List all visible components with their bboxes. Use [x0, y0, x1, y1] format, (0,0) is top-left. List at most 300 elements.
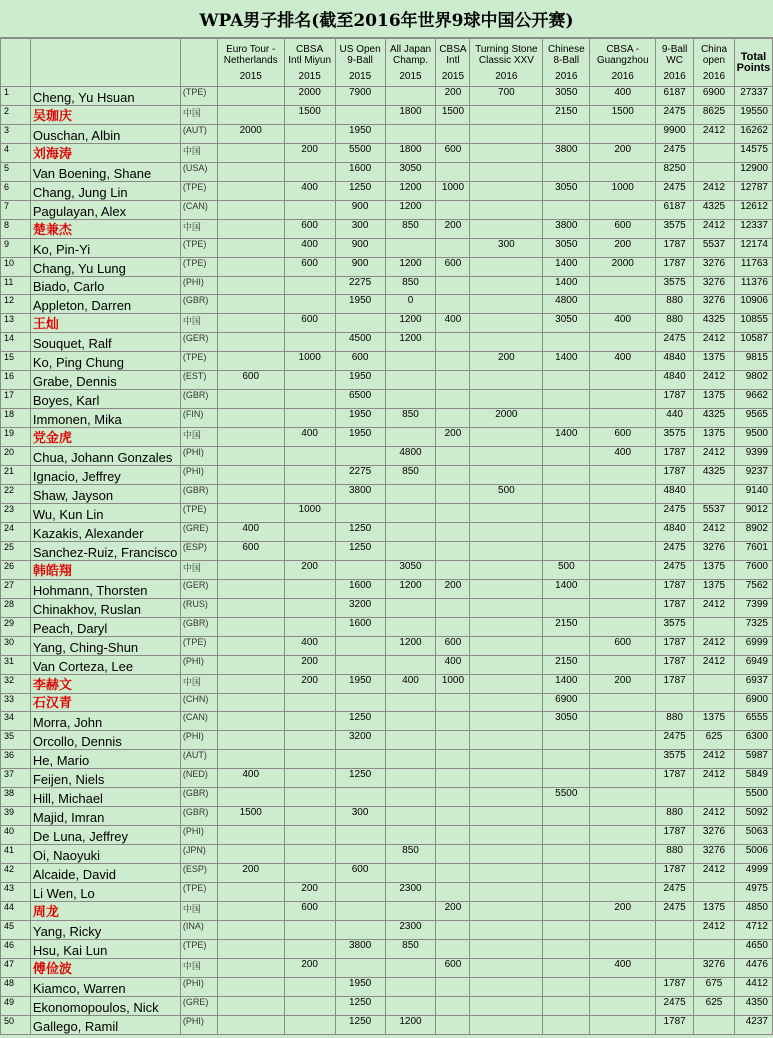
- points-cell: [217, 788, 284, 807]
- points-cell: 6187: [656, 87, 694, 106]
- points-cell: [543, 769, 590, 788]
- points-cell: 3575: [656, 219, 694, 238]
- points-cell: 600: [436, 958, 470, 977]
- points-cell: 880: [656, 314, 694, 333]
- country-cell: (PHI): [180, 447, 217, 466]
- points-cell: [543, 845, 590, 864]
- points-cell: 300: [335, 807, 385, 826]
- points-cell: [470, 219, 543, 238]
- country-cell: (PHI): [180, 655, 217, 674]
- rank-cell: 32: [1, 674, 31, 693]
- player-name: 李赫文: [30, 674, 180, 693]
- total-points-cell: 10906: [734, 295, 772, 314]
- points-cell: [385, 390, 436, 409]
- points-cell: [436, 295, 470, 314]
- points-cell: 300: [335, 219, 385, 238]
- points-cell: 850: [385, 276, 436, 295]
- table-row: [1, 219, 773, 238]
- player-name: Kazakis, Alexander: [30, 522, 180, 541]
- points-cell: [217, 712, 284, 731]
- rank-cell: 24: [1, 522, 31, 541]
- table-row: [1, 503, 773, 522]
- points-cell: 1200: [385, 636, 436, 655]
- points-cell: 400: [284, 238, 335, 257]
- points-cell: [590, 295, 656, 314]
- table-row: [1, 807, 773, 826]
- points-cell: 1787: [656, 655, 694, 674]
- player-name: Feijen, Niels: [30, 769, 180, 788]
- points-cell: [217, 655, 284, 674]
- points-cell: [335, 447, 385, 466]
- points-cell: 7900: [335, 87, 385, 106]
- points-cell: [543, 200, 590, 219]
- country-cell: (PHI): [180, 826, 217, 845]
- points-cell: [436, 996, 470, 1015]
- points-cell: [284, 807, 335, 826]
- points-cell: [217, 901, 284, 920]
- points-cell: [590, 333, 656, 352]
- table-row: [1, 655, 773, 674]
- points-cell: 9900: [656, 124, 694, 143]
- points-cell: 600: [284, 257, 335, 276]
- table-row: [1, 428, 773, 447]
- points-cell: 200: [284, 560, 335, 579]
- points-cell: [436, 920, 470, 939]
- points-cell: 4325: [694, 314, 735, 333]
- points-cell: [470, 977, 543, 996]
- points-cell: [335, 105, 385, 124]
- table-row: [1, 522, 773, 541]
- points-cell: [470, 883, 543, 902]
- points-cell: [470, 503, 543, 522]
- points-cell: [590, 503, 656, 522]
- points-cell: 1800: [385, 105, 436, 124]
- total-points-cell: 9140: [734, 485, 772, 504]
- player-name: Cheng, Yu Hsuan: [30, 87, 180, 106]
- total-points-cell: 6300: [734, 731, 772, 750]
- points-cell: [284, 276, 335, 295]
- points-cell: 3050: [543, 238, 590, 257]
- country-cell: 中国: [180, 958, 217, 977]
- rank-cell: 17: [1, 390, 31, 409]
- points-cell: 400: [217, 769, 284, 788]
- points-cell: [385, 428, 436, 447]
- country-cell: (TPE): [180, 87, 217, 106]
- points-cell: [470, 769, 543, 788]
- points-cell: [543, 996, 590, 1015]
- points-cell: [217, 105, 284, 124]
- total-points-cell: 6555: [734, 712, 772, 731]
- player-name: 党金虎: [30, 428, 180, 447]
- points-cell: 200: [284, 143, 335, 162]
- points-cell: 400: [385, 674, 436, 693]
- table-row: [1, 674, 773, 693]
- points-cell: 1375: [694, 579, 735, 598]
- points-cell: [590, 522, 656, 541]
- points-cell: 400: [436, 655, 470, 674]
- points-cell: 2412: [694, 636, 735, 655]
- points-cell: [284, 162, 335, 181]
- points-cell: [217, 883, 284, 902]
- country-cell: (JPN): [180, 845, 217, 864]
- points-cell: [543, 333, 590, 352]
- points-cell: [590, 693, 656, 712]
- points-cell: [590, 883, 656, 902]
- points-cell: 1375: [694, 560, 735, 579]
- country-cell: (TPE): [180, 636, 217, 655]
- event-header-l2: WC: [666, 54, 683, 66]
- table-row: [1, 409, 773, 428]
- points-cell: [470, 712, 543, 731]
- points-cell: [470, 295, 543, 314]
- points-cell: 3200: [335, 598, 385, 617]
- rank-cell: 35: [1, 731, 31, 750]
- country-cell: (GRE): [180, 996, 217, 1015]
- total-points-cell: 12174: [734, 238, 772, 257]
- points-cell: [470, 428, 543, 447]
- points-cell: 5537: [694, 503, 735, 522]
- points-cell: 5500: [335, 143, 385, 162]
- points-cell: 1787: [656, 1015, 694, 1034]
- points-cell: [284, 485, 335, 504]
- player-name: Pagulayan, Alex: [30, 200, 180, 219]
- total-points-cell: 9237: [734, 466, 772, 485]
- points-cell: 900: [335, 238, 385, 257]
- total-points-cell: 6900: [734, 693, 772, 712]
- total-points-cell: 4975: [734, 883, 772, 902]
- table-row: [1, 390, 773, 409]
- event-header-yr: 2016: [611, 70, 634, 82]
- points-cell: [385, 788, 436, 807]
- points-cell: [217, 219, 284, 238]
- total-points-cell: 27337: [734, 87, 772, 106]
- country-cell: (TPE): [180, 352, 217, 371]
- points-cell: [284, 295, 335, 314]
- total-points-cell: 7601: [734, 541, 772, 560]
- points-cell: [470, 579, 543, 598]
- player-name: He, Mario: [30, 750, 180, 769]
- points-cell: 1400: [543, 276, 590, 295]
- total-points-cell: 16262: [734, 124, 772, 143]
- total-points-cell: 5987: [734, 750, 772, 769]
- points-cell: [470, 996, 543, 1015]
- points-cell: 1400: [543, 257, 590, 276]
- points-cell: [470, 124, 543, 143]
- points-cell: 1250: [335, 1015, 385, 1034]
- points-cell: [590, 655, 656, 674]
- rank-cell: 1: [1, 87, 31, 106]
- points-cell: [590, 826, 656, 845]
- points-cell: [217, 447, 284, 466]
- points-cell: 200: [590, 143, 656, 162]
- points-cell: [470, 276, 543, 295]
- points-cell: 3800: [335, 485, 385, 504]
- points-cell: 2475: [656, 105, 694, 124]
- total-points-cell: 4412: [734, 977, 772, 996]
- points-cell: 3050: [385, 162, 436, 181]
- total-points-cell: 12337: [734, 219, 772, 238]
- points-cell: 600: [217, 371, 284, 390]
- points-cell: [590, 845, 656, 864]
- points-cell: [543, 466, 590, 485]
- country-cell: 中国: [180, 105, 217, 124]
- total-points-cell: 5849: [734, 769, 772, 788]
- rank-cell: 27: [1, 579, 31, 598]
- country-cell: (TPE): [180, 939, 217, 958]
- points-cell: 3276: [694, 276, 735, 295]
- points-cell: [590, 276, 656, 295]
- rank-cell: 42: [1, 864, 31, 883]
- points-cell: 200: [436, 901, 470, 920]
- total-points-cell: 12900: [734, 162, 772, 181]
- player-name: 石汉青: [30, 693, 180, 712]
- points-cell: 2300: [385, 883, 436, 902]
- points-cell: [656, 939, 694, 958]
- points-cell: 600: [436, 257, 470, 276]
- points-cell: [284, 200, 335, 219]
- player-name: Li Wen, Lo: [30, 883, 180, 902]
- points-cell: 1787: [656, 864, 694, 883]
- country-cell: (GBR): [180, 295, 217, 314]
- points-cell: [335, 636, 385, 655]
- rank-cell: 6: [1, 181, 31, 200]
- table-row: [1, 447, 773, 466]
- points-cell: [470, 731, 543, 750]
- points-cell: [470, 162, 543, 181]
- player-name: Biado, Carlo: [30, 276, 180, 295]
- country-cell: (TPE): [180, 883, 217, 902]
- points-cell: [284, 769, 335, 788]
- points-cell: [284, 579, 335, 598]
- rank-cell: 33: [1, 693, 31, 712]
- event-header: [385, 39, 436, 87]
- event-header-l1: CBSA: [296, 43, 324, 55]
- points-cell: [217, 314, 284, 333]
- total-points-cell: 9565: [734, 409, 772, 428]
- points-cell: [217, 920, 284, 939]
- event-header-l1: 9-Ball: [661, 43, 688, 55]
- player-name: Van Corteza, Lee: [30, 655, 180, 674]
- event-header: [656, 39, 694, 87]
- total-points-cell: 5063: [734, 826, 772, 845]
- points-cell: [543, 883, 590, 902]
- total-points-header: [734, 39, 772, 87]
- points-cell: [543, 826, 590, 845]
- points-cell: 2412: [694, 181, 735, 200]
- points-cell: [217, 257, 284, 276]
- points-cell: 1375: [694, 428, 735, 447]
- event-header: [217, 39, 284, 87]
- points-cell: [694, 485, 735, 504]
- points-cell: 4840: [656, 522, 694, 541]
- event-header-yr: 2015: [348, 70, 372, 82]
- country-cell: (TPE): [180, 181, 217, 200]
- points-cell: [436, 807, 470, 826]
- player-name: Ekonomopoulos, Nick: [30, 996, 180, 1015]
- points-cell: 2412: [694, 750, 735, 769]
- event-header-l1: Chinese: [547, 43, 585, 55]
- points-cell: [284, 920, 335, 939]
- points-cell: 400: [590, 87, 656, 106]
- points-cell: [470, 143, 543, 162]
- table-row: [1, 371, 773, 390]
- points-cell: 200: [436, 428, 470, 447]
- points-cell: 6900: [543, 693, 590, 712]
- points-cell: 200: [590, 901, 656, 920]
- country-cell: (GER): [180, 333, 217, 352]
- player-name: 周龙: [30, 901, 180, 920]
- player-name: Morra, John: [30, 712, 180, 731]
- points-cell: [543, 503, 590, 522]
- points-cell: 1200: [385, 200, 436, 219]
- points-cell: 2412: [694, 864, 735, 883]
- points-cell: 1000: [284, 503, 335, 522]
- points-cell: [385, 352, 436, 371]
- points-cell: 1400: [543, 579, 590, 598]
- points-cell: 3050: [543, 87, 590, 106]
- points-cell: [543, 939, 590, 958]
- points-cell: 200: [217, 864, 284, 883]
- points-cell: [436, 750, 470, 769]
- country-cell: 中国: [180, 219, 217, 238]
- points-cell: 700: [470, 87, 543, 106]
- total-points-cell: 11763: [734, 257, 772, 276]
- event-header-l2: open: [702, 54, 726, 66]
- player-name: Majid, Imran: [30, 807, 180, 826]
- points-cell: [284, 1015, 335, 1034]
- player-name: Immonen, Mika: [30, 409, 180, 428]
- points-cell: 200: [436, 579, 470, 598]
- points-cell: 625: [694, 731, 735, 750]
- points-cell: 6500: [335, 390, 385, 409]
- rank-cell: 23: [1, 503, 31, 522]
- player-name: De Luna, Jeffrey: [30, 826, 180, 845]
- points-cell: 3050: [385, 560, 436, 579]
- points-cell: 880: [656, 295, 694, 314]
- points-cell: 1600: [335, 617, 385, 636]
- points-cell: 4840: [656, 485, 694, 504]
- points-cell: [590, 712, 656, 731]
- event-header-l2: Netherlands: [223, 54, 278, 66]
- points-cell: [470, 1015, 543, 1034]
- points-cell: [217, 390, 284, 409]
- rank-cell: 5: [1, 162, 31, 181]
- rank-cell: 13: [1, 314, 31, 333]
- country-cell: (ESP): [180, 864, 217, 883]
- player-name: Shaw, Jayson: [30, 485, 180, 504]
- points-cell: [543, 807, 590, 826]
- rank-cell: 15: [1, 352, 31, 371]
- points-cell: [436, 541, 470, 560]
- points-cell: 1787: [656, 674, 694, 693]
- points-cell: 200: [284, 958, 335, 977]
- points-cell: [470, 314, 543, 333]
- points-cell: 300: [470, 238, 543, 257]
- points-cell: [335, 788, 385, 807]
- points-cell: [335, 920, 385, 939]
- points-cell: [436, 864, 470, 883]
- rank-cell: 3: [1, 124, 31, 143]
- rank-cell: 18: [1, 409, 31, 428]
- total-points-cell: 9802: [734, 371, 772, 390]
- total-points-cell: 4476: [734, 958, 772, 977]
- total-points-cell: 7562: [734, 579, 772, 598]
- rank-cell: 44: [1, 901, 31, 920]
- points-cell: [436, 693, 470, 712]
- points-cell: 850: [385, 939, 436, 958]
- table-row: [1, 750, 773, 769]
- points-cell: 600: [284, 901, 335, 920]
- points-cell: [470, 541, 543, 560]
- event-header-l1: Turning Stone: [475, 43, 538, 55]
- points-cell: 600: [436, 143, 470, 162]
- country-cell: (CHN): [180, 693, 217, 712]
- table-row: [1, 276, 773, 295]
- table-row: [1, 901, 773, 920]
- points-cell: 2412: [694, 219, 735, 238]
- points-cell: 1500: [217, 807, 284, 826]
- points-cell: [590, 788, 656, 807]
- points-cell: 400: [284, 181, 335, 200]
- country-cell: (GBR): [180, 390, 217, 409]
- points-cell: [543, 541, 590, 560]
- points-cell: 2475: [656, 333, 694, 352]
- points-cell: [543, 447, 590, 466]
- player-name: Gallego, Ramil: [30, 1015, 180, 1034]
- points-cell: 4840: [656, 352, 694, 371]
- points-cell: [385, 541, 436, 560]
- points-cell: 1250: [335, 996, 385, 1015]
- rank-cell: 28: [1, 598, 31, 617]
- points-cell: 900: [335, 200, 385, 219]
- points-cell: 1787: [656, 579, 694, 598]
- points-cell: [470, 826, 543, 845]
- total-points-cell: 9662: [734, 390, 772, 409]
- player-name: Chinakhov, Ruslan: [30, 598, 180, 617]
- player-name: Wu, Kun Lin: [30, 503, 180, 522]
- name-header: [30, 39, 180, 87]
- points-cell: 1250: [335, 712, 385, 731]
- table-row: [1, 636, 773, 655]
- points-cell: [590, 939, 656, 958]
- points-cell: [436, 731, 470, 750]
- event-header: [470, 39, 543, 87]
- table-row: [1, 712, 773, 731]
- table-row: [1, 864, 773, 883]
- player-name: Ignacio, Jeffrey: [30, 466, 180, 485]
- table-row: [1, 181, 773, 200]
- total-points-cell: 10855: [734, 314, 772, 333]
- ranking-table: [0, 38, 773, 1035]
- points-cell: [284, 939, 335, 958]
- table-row: [1, 257, 773, 276]
- rank-cell: 9: [1, 238, 31, 257]
- points-cell: [470, 105, 543, 124]
- player-name: Orcollo, Dennis: [30, 731, 180, 750]
- points-cell: [385, 977, 436, 996]
- player-name: Chang, Jung Lin: [30, 181, 180, 200]
- points-cell: [590, 579, 656, 598]
- points-cell: [436, 409, 470, 428]
- points-cell: 200: [436, 219, 470, 238]
- points-cell: 880: [656, 712, 694, 731]
- table-row: [1, 617, 773, 636]
- points-cell: [470, 390, 543, 409]
- points-cell: [385, 958, 436, 977]
- total-points-cell: 4999: [734, 864, 772, 883]
- points-cell: 1375: [694, 352, 735, 371]
- event-header-l1: CBSA: [439, 43, 467, 55]
